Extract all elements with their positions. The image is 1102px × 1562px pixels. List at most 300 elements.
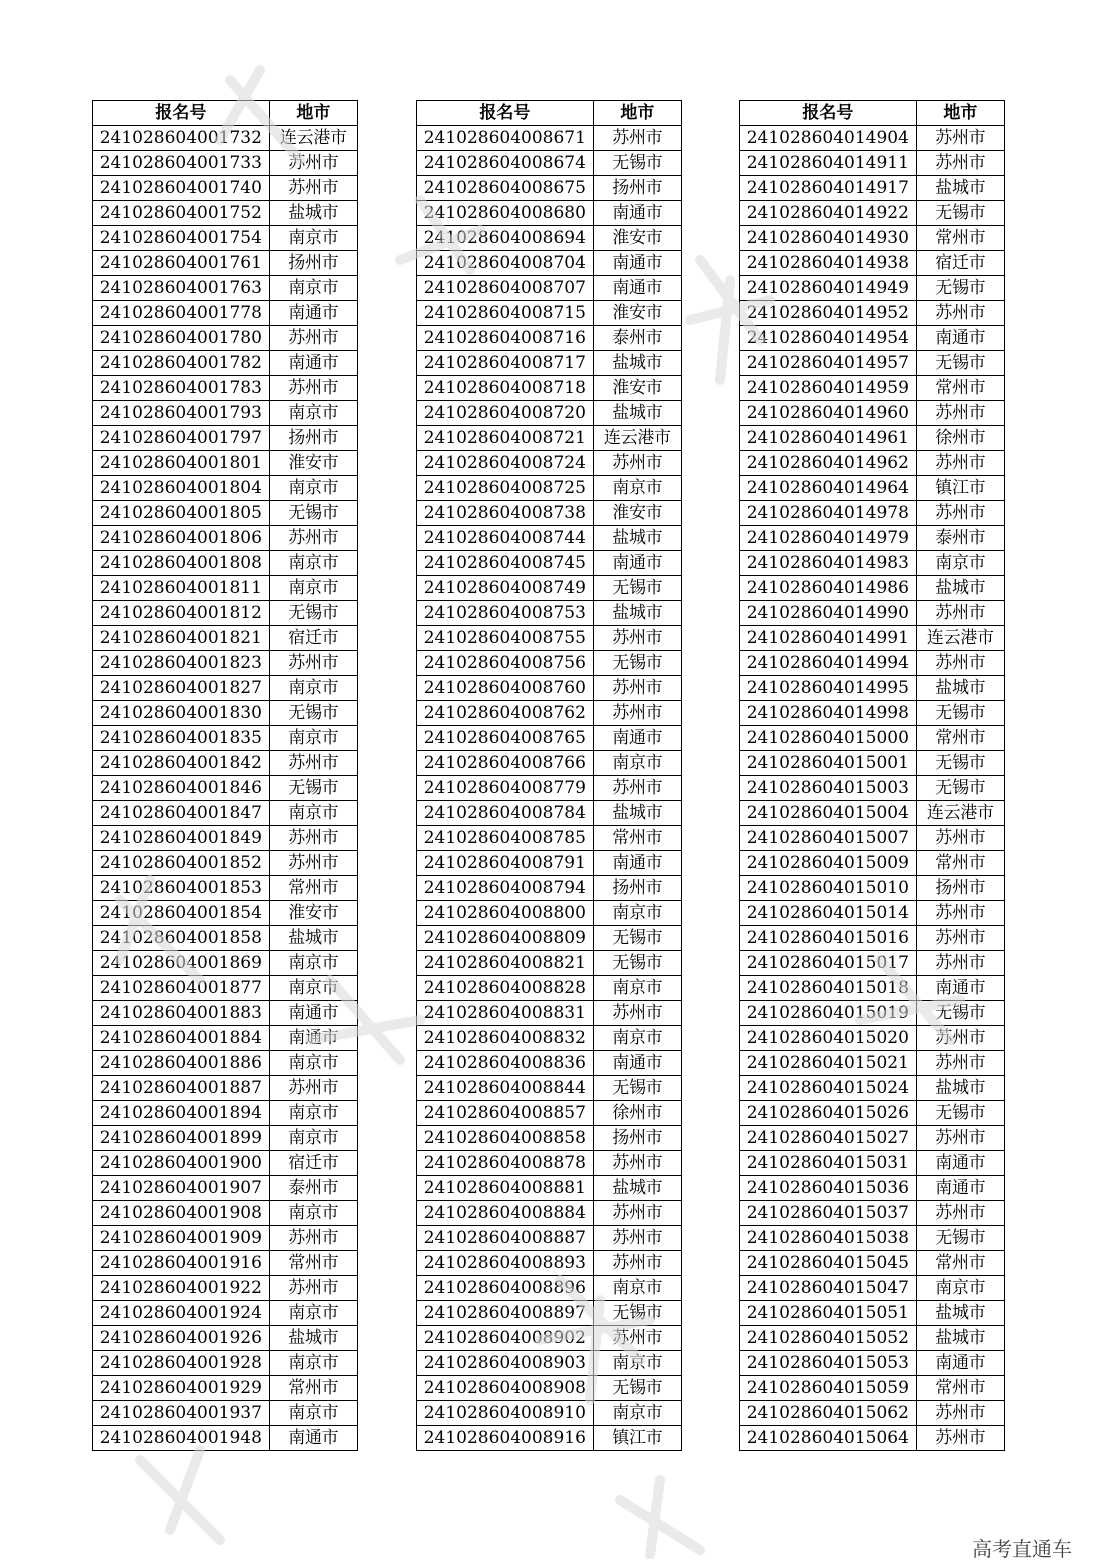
table-row	[740, 476, 1005, 501]
city-cell: 南京市	[593, 1276, 681, 1301]
city-cell: 常州市	[916, 1376, 1004, 1401]
city-cell: 盐城市	[269, 926, 357, 951]
table-row	[93, 876, 358, 901]
city-cell: 苏州市	[916, 301, 1004, 326]
registration-number-cell: 241028604001884	[93, 1026, 270, 1051]
city-cell: 南通市	[593, 276, 681, 301]
city-cell: 泰州市	[593, 326, 681, 351]
registration-number-cell: 241028604001909	[93, 1226, 270, 1251]
registration-number-cell: 241028604008902	[417, 1326, 594, 1351]
city-cell: 南通市	[916, 326, 1004, 351]
city-cell: 苏州市	[269, 851, 357, 876]
registration-number-cell: 241028604008910	[417, 1401, 594, 1426]
city-cell: 无锡市	[269, 501, 357, 526]
registration-number-cell: 241028604015018	[740, 976, 917, 1001]
registration-number-cell: 241028604008704	[417, 251, 594, 276]
table-row	[93, 801, 358, 826]
registration-number-cell: 241028604014986	[740, 576, 917, 601]
table-row	[740, 901, 1005, 926]
table-row	[740, 801, 1005, 826]
table-row	[417, 276, 682, 301]
table-row	[740, 951, 1005, 976]
table-row	[417, 801, 682, 826]
city-cell: 苏州市	[593, 126, 681, 151]
city-cell: 淮安市	[593, 226, 681, 251]
city-cell: 苏州市	[593, 1226, 681, 1251]
table-row	[93, 201, 358, 226]
city-cell: 苏州市	[269, 326, 357, 351]
registration-number-cell: 241028604014960	[740, 401, 917, 426]
city-cell: 苏州市	[593, 776, 681, 801]
city-cell: 无锡市	[593, 1301, 681, 1326]
city-cell: 南京市	[269, 226, 357, 251]
table-row	[417, 601, 682, 626]
table-row	[417, 151, 682, 176]
registration-number-cell: 241028604014995	[740, 676, 917, 701]
city-cell: 苏州市	[916, 826, 1004, 851]
table-row	[740, 1176, 1005, 1201]
registration-number-cell: 241028604014904	[740, 126, 917, 151]
city-cell: 南京市	[269, 1126, 357, 1151]
city-cell: 苏州市	[269, 176, 357, 201]
city-cell: 无锡市	[916, 276, 1004, 301]
registration-number-cell: 241028604008749	[417, 576, 594, 601]
city-cell: 连云港市	[593, 426, 681, 451]
city-cell: 南京市	[593, 901, 681, 926]
table-row	[93, 426, 358, 451]
table-row	[740, 1051, 1005, 1076]
registration-number-cell: 241028604015024	[740, 1076, 917, 1101]
registration-number-cell: 241028604015053	[740, 1351, 917, 1376]
table-row	[740, 651, 1005, 676]
city-cell: 常州市	[916, 1251, 1004, 1276]
city-cell: 扬州市	[269, 251, 357, 276]
table-row	[740, 326, 1005, 351]
table-row	[417, 651, 682, 676]
table-row	[417, 751, 682, 776]
city-cell: 盐城市	[916, 176, 1004, 201]
table-row	[417, 176, 682, 201]
registration-number-cell: 241028604001811	[93, 576, 270, 601]
table-row	[93, 276, 358, 301]
registration-number-cell: 241028604015027	[740, 1126, 917, 1151]
table-row	[93, 301, 358, 326]
city-cell: 苏州市	[593, 1251, 681, 1276]
registration-number-cell: 241028604001907	[93, 1176, 270, 1201]
table-row	[740, 251, 1005, 276]
registration-number-cell: 241028604008718	[417, 376, 594, 401]
table-row	[93, 1276, 358, 1301]
registration-number-cell: 241028604008791	[417, 851, 594, 876]
registration-number-cell: 241028604015020	[740, 1026, 917, 1051]
city-cell: 苏州市	[916, 651, 1004, 676]
city-cell: 苏州市	[916, 151, 1004, 176]
registration-number-cell: 241028604015051	[740, 1301, 917, 1326]
table-row	[417, 326, 682, 351]
city-cell: 苏州市	[269, 151, 357, 176]
table-row	[740, 1001, 1005, 1026]
registration-number-cell: 241028604001808	[93, 551, 270, 576]
header-registration-number: 报名号	[93, 101, 270, 126]
header-city: 地市	[593, 101, 681, 126]
table-row	[417, 1051, 682, 1076]
city-cell: 南通市	[593, 551, 681, 576]
table-row	[740, 201, 1005, 226]
header-city: 地市	[916, 101, 1004, 126]
table-row	[417, 851, 682, 876]
city-cell: 无锡市	[916, 201, 1004, 226]
table-row	[740, 926, 1005, 951]
registration-number-cell: 241028604008884	[417, 1201, 594, 1226]
table-row	[93, 826, 358, 851]
registration-number-cell: 241028604008721	[417, 426, 594, 451]
city-cell: 苏州市	[593, 1001, 681, 1026]
table-row	[417, 901, 682, 926]
registration-number-cell: 241028604015047	[740, 1276, 917, 1301]
city-cell: 南京市	[269, 576, 357, 601]
registration-number-cell: 241028604008680	[417, 201, 594, 226]
registration-number-cell: 241028604008756	[417, 651, 594, 676]
registration-number-cell: 241028604008800	[417, 901, 594, 926]
table-row	[740, 526, 1005, 551]
table-row	[417, 251, 682, 276]
registration-number-cell: 241028604008881	[417, 1176, 594, 1201]
city-cell: 苏州市	[593, 1201, 681, 1226]
city-cell: 无锡市	[593, 926, 681, 951]
registration-number-cell: 241028604001916	[93, 1251, 270, 1276]
city-cell: 苏州市	[593, 1326, 681, 1351]
city-cell: 无锡市	[916, 751, 1004, 776]
registration-number-cell: 241028604001853	[93, 876, 270, 901]
roster-table-2	[416, 100, 682, 1451]
registration-number-cell: 241028604001761	[93, 251, 270, 276]
registration-number-cell: 241028604008903	[417, 1351, 594, 1376]
table-row	[417, 1201, 682, 1226]
registration-number-cell: 241028604008821	[417, 951, 594, 976]
registration-number-cell: 241028604001928	[93, 1351, 270, 1376]
city-cell: 南通市	[593, 851, 681, 876]
city-cell: 盐城市	[916, 1326, 1004, 1351]
city-cell: 南京市	[269, 1201, 357, 1226]
registration-number-cell: 241028604001740	[93, 176, 270, 201]
registration-number-cell: 241028604015038	[740, 1226, 917, 1251]
city-cell: 无锡市	[916, 1001, 1004, 1026]
city-cell: 淮安市	[269, 901, 357, 926]
registration-number-cell: 241028604001780	[93, 326, 270, 351]
registration-number-cell: 241028604008779	[417, 776, 594, 801]
registration-number-cell: 241028604001887	[93, 1076, 270, 1101]
city-cell: 南通市	[916, 1351, 1004, 1376]
registration-number-cell: 241028604001842	[93, 751, 270, 776]
table-row	[93, 1301, 358, 1326]
registration-number-cell: 241028604008897	[417, 1301, 594, 1326]
table-row	[417, 551, 682, 576]
table-row	[93, 976, 358, 1001]
city-cell: 无锡市	[916, 1226, 1004, 1251]
table-row	[93, 1426, 358, 1451]
table-row	[93, 926, 358, 951]
city-cell: 苏州市	[916, 1426, 1004, 1451]
table-row	[93, 1176, 358, 1201]
registration-number-cell: 241028604015016	[740, 926, 917, 951]
table-row	[93, 251, 358, 276]
table-row	[740, 1201, 1005, 1226]
city-cell: 连云港市	[269, 126, 357, 151]
table-row	[417, 776, 682, 801]
city-cell: 苏州市	[593, 451, 681, 476]
registration-number-cell: 241028604008828	[417, 976, 594, 1001]
city-cell: 南京市	[593, 476, 681, 501]
city-cell: 常州市	[916, 851, 1004, 876]
registration-number-cell: 241028604008671	[417, 126, 594, 151]
table-row	[417, 426, 682, 451]
registration-number-cell: 241028604008755	[417, 626, 594, 651]
city-cell: 苏州市	[916, 601, 1004, 626]
registration-number-cell: 241028604015000	[740, 726, 917, 751]
table-row	[740, 726, 1005, 751]
registration-number-cell: 241028604008857	[417, 1101, 594, 1126]
table-row	[417, 1376, 682, 1401]
city-cell: 盐城市	[593, 351, 681, 376]
table-row	[740, 1076, 1005, 1101]
table-row	[417, 726, 682, 751]
city-cell: 南京市	[593, 976, 681, 1001]
registration-number-cell: 241028604014930	[740, 226, 917, 251]
table-row	[740, 676, 1005, 701]
table-row	[93, 551, 358, 576]
header-registration-number: 报名号	[740, 101, 917, 126]
registration-number-cell: 241028604008836	[417, 1051, 594, 1076]
table-row	[740, 626, 1005, 651]
table-row	[93, 726, 358, 751]
table-row	[417, 1126, 682, 1151]
registration-number-cell: 241028604001926	[93, 1326, 270, 1351]
city-cell: 南通市	[593, 1051, 681, 1076]
table-row	[740, 1226, 1005, 1251]
registration-number-cell: 241028604001830	[93, 701, 270, 726]
city-cell: 南通市	[269, 1026, 357, 1051]
registration-number-cell: 241028604015014	[740, 901, 917, 926]
table-row	[740, 451, 1005, 476]
table-row	[93, 176, 358, 201]
table-row	[740, 1401, 1005, 1426]
table-row	[417, 401, 682, 426]
table-row	[740, 176, 1005, 201]
registration-number-cell: 241028604001886	[93, 1051, 270, 1076]
city-cell: 南京市	[593, 1026, 681, 1051]
registration-number-cell: 241028604001793	[93, 401, 270, 426]
registration-number-cell: 241028604001937	[93, 1401, 270, 1426]
registration-number-cell: 241028604014961	[740, 426, 917, 451]
registration-number-cell: 241028604001929	[93, 1376, 270, 1401]
table-row	[417, 826, 682, 851]
table-row	[93, 701, 358, 726]
city-cell: 无锡市	[593, 576, 681, 601]
city-cell: 苏州市	[916, 1401, 1004, 1426]
table-row	[93, 776, 358, 801]
city-cell: 南通市	[916, 976, 1004, 1001]
registration-number-cell: 241028604008908	[417, 1376, 594, 1401]
city-cell: 苏州市	[916, 501, 1004, 526]
table-row	[740, 1301, 1005, 1326]
table-row	[740, 851, 1005, 876]
table-row	[93, 476, 358, 501]
table-row	[93, 501, 358, 526]
city-cell: 南京市	[269, 1301, 357, 1326]
table-row	[93, 526, 358, 551]
city-cell: 常州市	[916, 226, 1004, 251]
registration-number-cell: 241028604014983	[740, 551, 917, 576]
city-cell: 南京市	[269, 951, 357, 976]
table-row	[417, 1026, 682, 1051]
city-cell: 苏州市	[269, 1276, 357, 1301]
city-cell: 无锡市	[593, 151, 681, 176]
city-cell: 南通市	[593, 726, 681, 751]
table-row	[93, 651, 358, 676]
registration-number-cell: 241028604014978	[740, 501, 917, 526]
table-row	[740, 826, 1005, 851]
table-row	[740, 1026, 1005, 1051]
city-cell: 淮安市	[593, 501, 681, 526]
table-row	[93, 1151, 358, 1176]
city-cell: 扬州市	[269, 426, 357, 451]
table-row	[740, 601, 1005, 626]
table-row	[93, 851, 358, 876]
city-cell: 常州市	[916, 726, 1004, 751]
city-cell: 无锡市	[593, 1376, 681, 1401]
registration-number-cell: 241028604014998	[740, 701, 917, 726]
city-cell: 苏州市	[916, 1201, 1004, 1226]
table-row	[417, 926, 682, 951]
city-cell: 无锡市	[593, 951, 681, 976]
registration-number-cell: 241028604008760	[417, 676, 594, 701]
table-row	[417, 1326, 682, 1351]
table-row	[417, 951, 682, 976]
table-row	[740, 776, 1005, 801]
city-cell: 苏州市	[916, 926, 1004, 951]
registration-number-cell: 241028604001778	[93, 301, 270, 326]
registration-number-cell: 241028604008896	[417, 1276, 594, 1301]
table-row	[93, 126, 358, 151]
registration-number-cell: 241028604008878	[417, 1151, 594, 1176]
registration-number-cell: 241028604001754	[93, 226, 270, 251]
registration-number-cell: 241028604001783	[93, 376, 270, 401]
city-cell: 苏州市	[916, 451, 1004, 476]
registration-number-cell: 241028604008694	[417, 226, 594, 251]
registration-number-cell: 241028604015036	[740, 1176, 917, 1201]
registration-number-cell: 241028604008738	[417, 501, 594, 526]
city-cell: 无锡市	[916, 1101, 1004, 1126]
registration-number-cell: 241028604001858	[93, 926, 270, 951]
table-row	[417, 451, 682, 476]
registration-number-cell: 241028604008745	[417, 551, 594, 576]
city-cell: 无锡市	[916, 776, 1004, 801]
city-cell: 南京市	[269, 726, 357, 751]
city-cell: 宿迁市	[916, 251, 1004, 276]
city-cell: 宿迁市	[269, 1151, 357, 1176]
registration-number-cell: 241028604001797	[93, 426, 270, 451]
table-row	[740, 126, 1005, 151]
city-cell: 南通市	[593, 251, 681, 276]
registration-number-cell: 241028604014922	[740, 201, 917, 226]
registration-number-cell: 241028604008744	[417, 526, 594, 551]
table-row	[93, 1201, 358, 1226]
registration-number-cell: 241028604014962	[740, 451, 917, 476]
city-cell: 淮安市	[593, 301, 681, 326]
registration-number-cell: 241028604008893	[417, 1251, 594, 1276]
table-row	[740, 1276, 1005, 1301]
city-cell: 南京市	[269, 801, 357, 826]
table-row	[740, 426, 1005, 451]
registration-number-cell: 241028604008794	[417, 876, 594, 901]
table-row	[417, 526, 682, 551]
registration-number-cell: 241028604015010	[740, 876, 917, 901]
registration-number-cell: 241028604015045	[740, 1251, 917, 1276]
registration-number-cell: 241028604001899	[93, 1126, 270, 1151]
registration-number-cell: 241028604008707	[417, 276, 594, 301]
registration-number-cell: 241028604001869	[93, 951, 270, 976]
table-row	[740, 1326, 1005, 1351]
table-row	[417, 476, 682, 501]
city-cell: 盐城市	[916, 576, 1004, 601]
registration-number-cell: 241028604001849	[93, 826, 270, 851]
table-row	[740, 876, 1005, 901]
table-row	[740, 1101, 1005, 1126]
registration-number-cell: 241028604008762	[417, 701, 594, 726]
table-row	[417, 1351, 682, 1376]
table-row	[93, 901, 358, 926]
city-cell: 苏州市	[916, 901, 1004, 926]
table-row	[417, 501, 682, 526]
city-cell: 连云港市	[916, 801, 1004, 826]
registration-number-cell: 241028604008715	[417, 301, 594, 326]
registration-number-cell: 241028604001924	[93, 1301, 270, 1326]
city-cell: 无锡市	[593, 651, 681, 676]
registration-number-cell: 241028604014964	[740, 476, 917, 501]
registration-number-cell: 241028604001852	[93, 851, 270, 876]
table-row	[417, 226, 682, 251]
table-row	[93, 1001, 358, 1026]
city-cell: 盐城市	[916, 1076, 1004, 1101]
city-cell: 苏州市	[593, 626, 681, 651]
table-row	[93, 1101, 358, 1126]
registration-number-cell: 241028604001812	[93, 601, 270, 626]
table-row	[93, 401, 358, 426]
registration-number-cell: 241028604015003	[740, 776, 917, 801]
table-row	[740, 501, 1005, 526]
city-cell: 南京市	[593, 751, 681, 776]
registration-number-cell: 241028604001883	[93, 1001, 270, 1026]
table-row	[93, 676, 358, 701]
city-cell: 南京市	[269, 1351, 357, 1376]
city-cell: 南通市	[269, 351, 357, 376]
table-row	[93, 376, 358, 401]
table-row	[417, 1276, 682, 1301]
registration-number-cell: 241028604008784	[417, 801, 594, 826]
table-row	[93, 151, 358, 176]
table-row	[93, 351, 358, 376]
city-cell: 南通市	[916, 1176, 1004, 1201]
table-row	[740, 301, 1005, 326]
city-cell: 盐城市	[269, 201, 357, 226]
city-cell: 徐州市	[916, 426, 1004, 451]
city-cell: 苏州市	[269, 1226, 357, 1251]
table-row	[740, 1426, 1005, 1451]
city-cell: 盐城市	[916, 676, 1004, 701]
registration-number-cell: 241028604015019	[740, 1001, 917, 1026]
table-row	[93, 1126, 358, 1151]
city-cell: 苏州市	[916, 951, 1004, 976]
